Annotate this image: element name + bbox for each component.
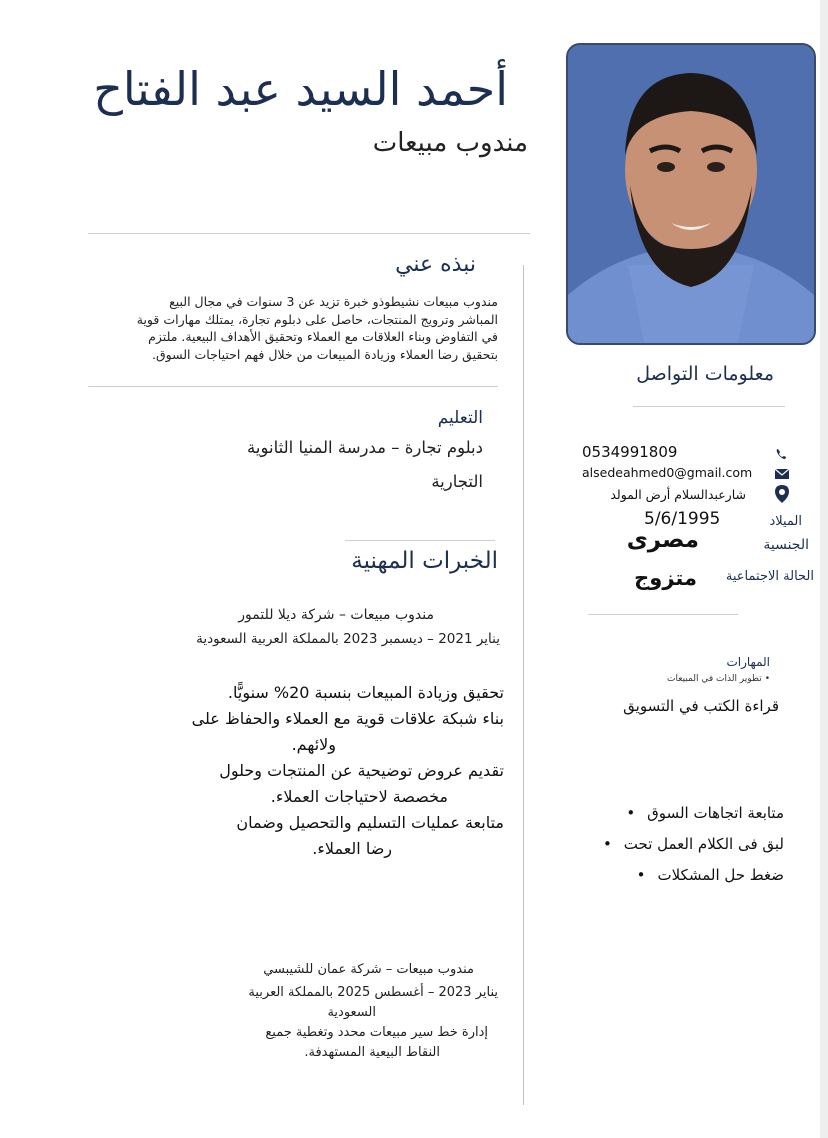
skill-item: لبق فى الكلام العمل تحت • <box>603 835 784 866</box>
address: شارعبدالسلام أرض المولد <box>610 487 746 502</box>
education-heading: التعليم <box>437 408 483 428</box>
marital-status-value: متزوج <box>634 566 697 590</box>
education-line: دبلوم تجارة – مدرسة المنيا الثانوية <box>247 438 483 457</box>
achievement-line: بناء شبكة علاقات قوية مع العملاء والحفاظ على <box>191 709 504 728</box>
job2-description-cont: النقاط البيعية المستهدفة. <box>304 1045 440 1060</box>
birth-date: 5/6/1995 <box>644 509 721 529</box>
achievement-line: ولائهم. <box>291 735 336 754</box>
contact-divider <box>633 406 785 407</box>
achievement-line: مخصصة لاحتياجات العملاء. <box>270 787 448 806</box>
skills-list <box>603 804 784 897</box>
phone-icon <box>774 446 788 465</box>
skill-item: قراءة الكتب في التسويق <box>623 697 779 715</box>
mail-icon <box>774 465 790 484</box>
job2-dates: يناير 2023 – أغسطس 2025 بالمملكة العربية <box>248 985 498 1000</box>
nationality-value: مصرى <box>626 527 699 553</box>
about-divider <box>88 386 498 387</box>
job-title: مندوب مبيعات <box>372 128 528 158</box>
skills-divider <box>588 614 738 615</box>
birth-label: الميلاد <box>769 514 802 529</box>
skill-item: ضغط حل المشكلات • <box>603 866 784 897</box>
about-line: في التفاوض وبناء العلاقات مع العملاء وتحقيق الأهداف البيعية. ملتزم <box>148 329 498 344</box>
skills-heading: المهارات <box>726 655 770 669</box>
bullet-dot: • <box>761 674 770 684</box>
job1-title: مندوب مبيعات – شركة ديلا للتمور <box>238 607 434 623</box>
achievement-line: تحقيق وزيادة المبيعات بنسبة 20% سنويًّا. <box>227 683 504 702</box>
job1-achievements <box>144 680 504 862</box>
skill-item-label: تطوير الذات في المبيعات <box>667 674 762 684</box>
about-line: مندوب مبيعات نشيطوذو خبرة تزيد عن 3 سنوات في مجال البيع <box>169 294 498 309</box>
job2-dates-cont: السعودية <box>327 1005 376 1020</box>
about-text <box>100 293 498 363</box>
about-heading: نبذه عني <box>395 252 476 277</box>
job2-description: إدارة خط سير مبيعات محدد وتغطية جميع <box>265 1025 488 1040</box>
experience-heading: الخبرات المهنية <box>351 548 498 574</box>
header-divider <box>88 233 530 234</box>
phone-number[interactable]: 0534991809 <box>582 443 678 461</box>
job2-title: مندوب مبيعات – شركة عمان للشيبسي <box>263 962 474 977</box>
page-edge <box>820 0 828 1138</box>
about-line: المباشر وترويج المنتجات، حاصل على دبلوم تجارة، يمتلك مهارات قوية <box>136 311 498 327</box>
candidate-name: أحمد السيد عبد الفتاح <box>93 62 508 116</box>
profile-photo <box>566 43 816 345</box>
location-pin-icon <box>774 484 790 508</box>
marital-status-label: الحالة الاجتماعية <box>725 569 814 584</box>
job1-dates: يناير 2021 – ديسمبر 2023 بالمملكة العربية السعودية <box>196 631 500 647</box>
contact-heading: معلومات التواصل <box>636 363 774 385</box>
about-line: بتحقيق رضا العملاء وزيادة المبيعات من خلال فهم احتياجات السوق. <box>151 346 498 362</box>
skill-item: متابعة اتجاهات السوق • <box>603 804 784 835</box>
achievement-line: رضا العملاء. <box>312 839 392 858</box>
education-divider <box>345 540 495 541</box>
column-divider <box>523 265 524 1105</box>
skill-item-small <box>667 674 770 684</box>
nationality-label: الجنسية <box>763 537 809 553</box>
person-portrait-image <box>568 45 814 343</box>
education-line: التجارية <box>431 472 483 491</box>
achievement-line: متابعة عمليات التسليم والتحصيل وضمان <box>236 813 504 832</box>
achievement-line: تقديم عروض توضيحية عن المنتجات وحلول <box>219 761 504 780</box>
email-address[interactable]: alsedeahmed0@gmail.com <box>582 465 753 480</box>
